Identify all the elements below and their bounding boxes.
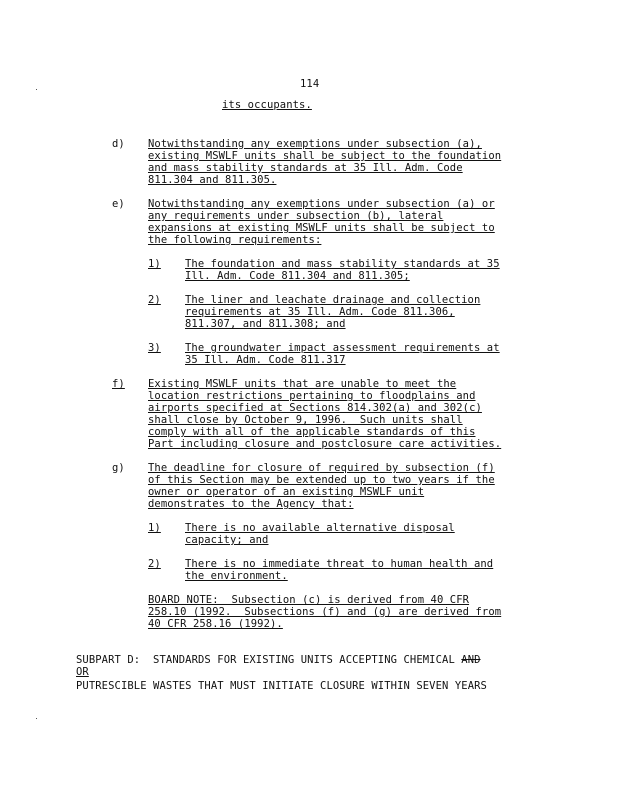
subpart-heading-text: SUBPART D: STANDARDS FOR EXISTING UNITS ACCEPTING CHEMICAL — [76, 654, 462, 666]
subpart-inserted-word: OR — [76, 666, 89, 678]
item-g-label: g) — [112, 462, 125, 474]
item-f-label: f) — [112, 378, 125, 390]
item-d-line: and mass stability standards at 35 Ill. Adm. Code — [148, 162, 463, 174]
item-g1-label: 1) — [148, 522, 161, 534]
scan-speck — [36, 89, 37, 90]
board-note-line: 40 CFR 258.16 (1992). — [148, 618, 283, 630]
item-e2-label: 2) — [148, 294, 161, 306]
item-f-line: comply with all of the applicable standards of this — [148, 426, 476, 438]
item-e2-line: 811.307, and 811.308; and — [185, 318, 346, 330]
item-d-line: 811.304 and 811.305. — [148, 174, 277, 186]
item-d-line: Notwithstanding any exemptions under subsection (a), — [148, 138, 482, 150]
item-e-label: e) — [112, 198, 125, 210]
item-g1-line: capacity; and — [185, 534, 269, 546]
item-e1-line: The foundation and mass stability standards at 35 — [185, 258, 500, 270]
item-g-line: The deadline for closure of required by subsection (f) — [148, 462, 495, 474]
scan-speck — [36, 718, 37, 719]
item-e2-line: The liner and leachate drainage and collection — [185, 294, 481, 306]
item-e2-line: requirements at 35 Ill. Adm. Code 811.306, — [185, 306, 455, 318]
item-f-line: Part including closure and postclosure care activities. — [148, 438, 502, 450]
continued-text: its occupants. — [222, 99, 312, 111]
item-d-line: existing MSWLF units shall be subject to the foundation — [148, 150, 502, 162]
item-f-line: shall close by October 9, 1996. Such units shall — [148, 414, 463, 426]
item-e3-line: 35 Ill. Adm. Code 811.317 — [185, 354, 346, 366]
item-f-line: location restrictions pertaining to floodplains and — [148, 390, 476, 402]
item-g1-line: There is no available alternative disposal — [185, 522, 455, 534]
item-f-line: airports specified at Sections 814.302(a) and 302(c) — [148, 402, 482, 414]
item-g-line: demonstrates to the Agency that: — [148, 498, 354, 510]
subpart-struck-word: AND — [461, 654, 481, 666]
item-g2-line: There is no immediate threat to human health and — [185, 558, 494, 570]
item-g2-label: 2) — [148, 558, 161, 570]
item-f-line: Existing MSWLF units that are unable to meet the — [148, 378, 457, 390]
item-g-line: of this Section may be extended up to two years if the — [148, 474, 495, 486]
item-e1-line: Ill. Adm. Code 811.304 and 811.305; — [185, 270, 410, 282]
item-e3-label: 3) — [148, 342, 161, 354]
item-g2-line: the environment. — [185, 570, 288, 582]
item-g-line: owner or operator of an existing MSWLF unit — [148, 486, 425, 498]
board-note-line: BOARD NOTE: Subsection (c) is derived from 40 CFR — [148, 594, 470, 606]
item-e3-line: The groundwater impact assessment requirements at — [185, 342, 500, 354]
item-e-line: expansions at existing MSWLF units shall be subject to — [148, 222, 495, 234]
subpart-heading-line: PUTRESCIBLE WASTES THAT MUST INITIATE CLOSURE WITHIN SEVEN YEARS — [76, 680, 487, 692]
item-d-label: d) — [112, 138, 125, 150]
item-e-line: any requirements under subsection (b), lateral — [148, 210, 444, 222]
item-e1-label: 1) — [148, 258, 161, 270]
page-number: 114 — [300, 78, 320, 90]
item-e-line: the following requirements: — [148, 234, 322, 246]
item-e-line: Notwithstanding any exemptions under subsection (a) or — [148, 198, 495, 210]
board-note-line: 258.10 (1992. Subsections (f) and (g) are derived from — [148, 606, 502, 618]
subpart-heading — [76, 654, 481, 666]
